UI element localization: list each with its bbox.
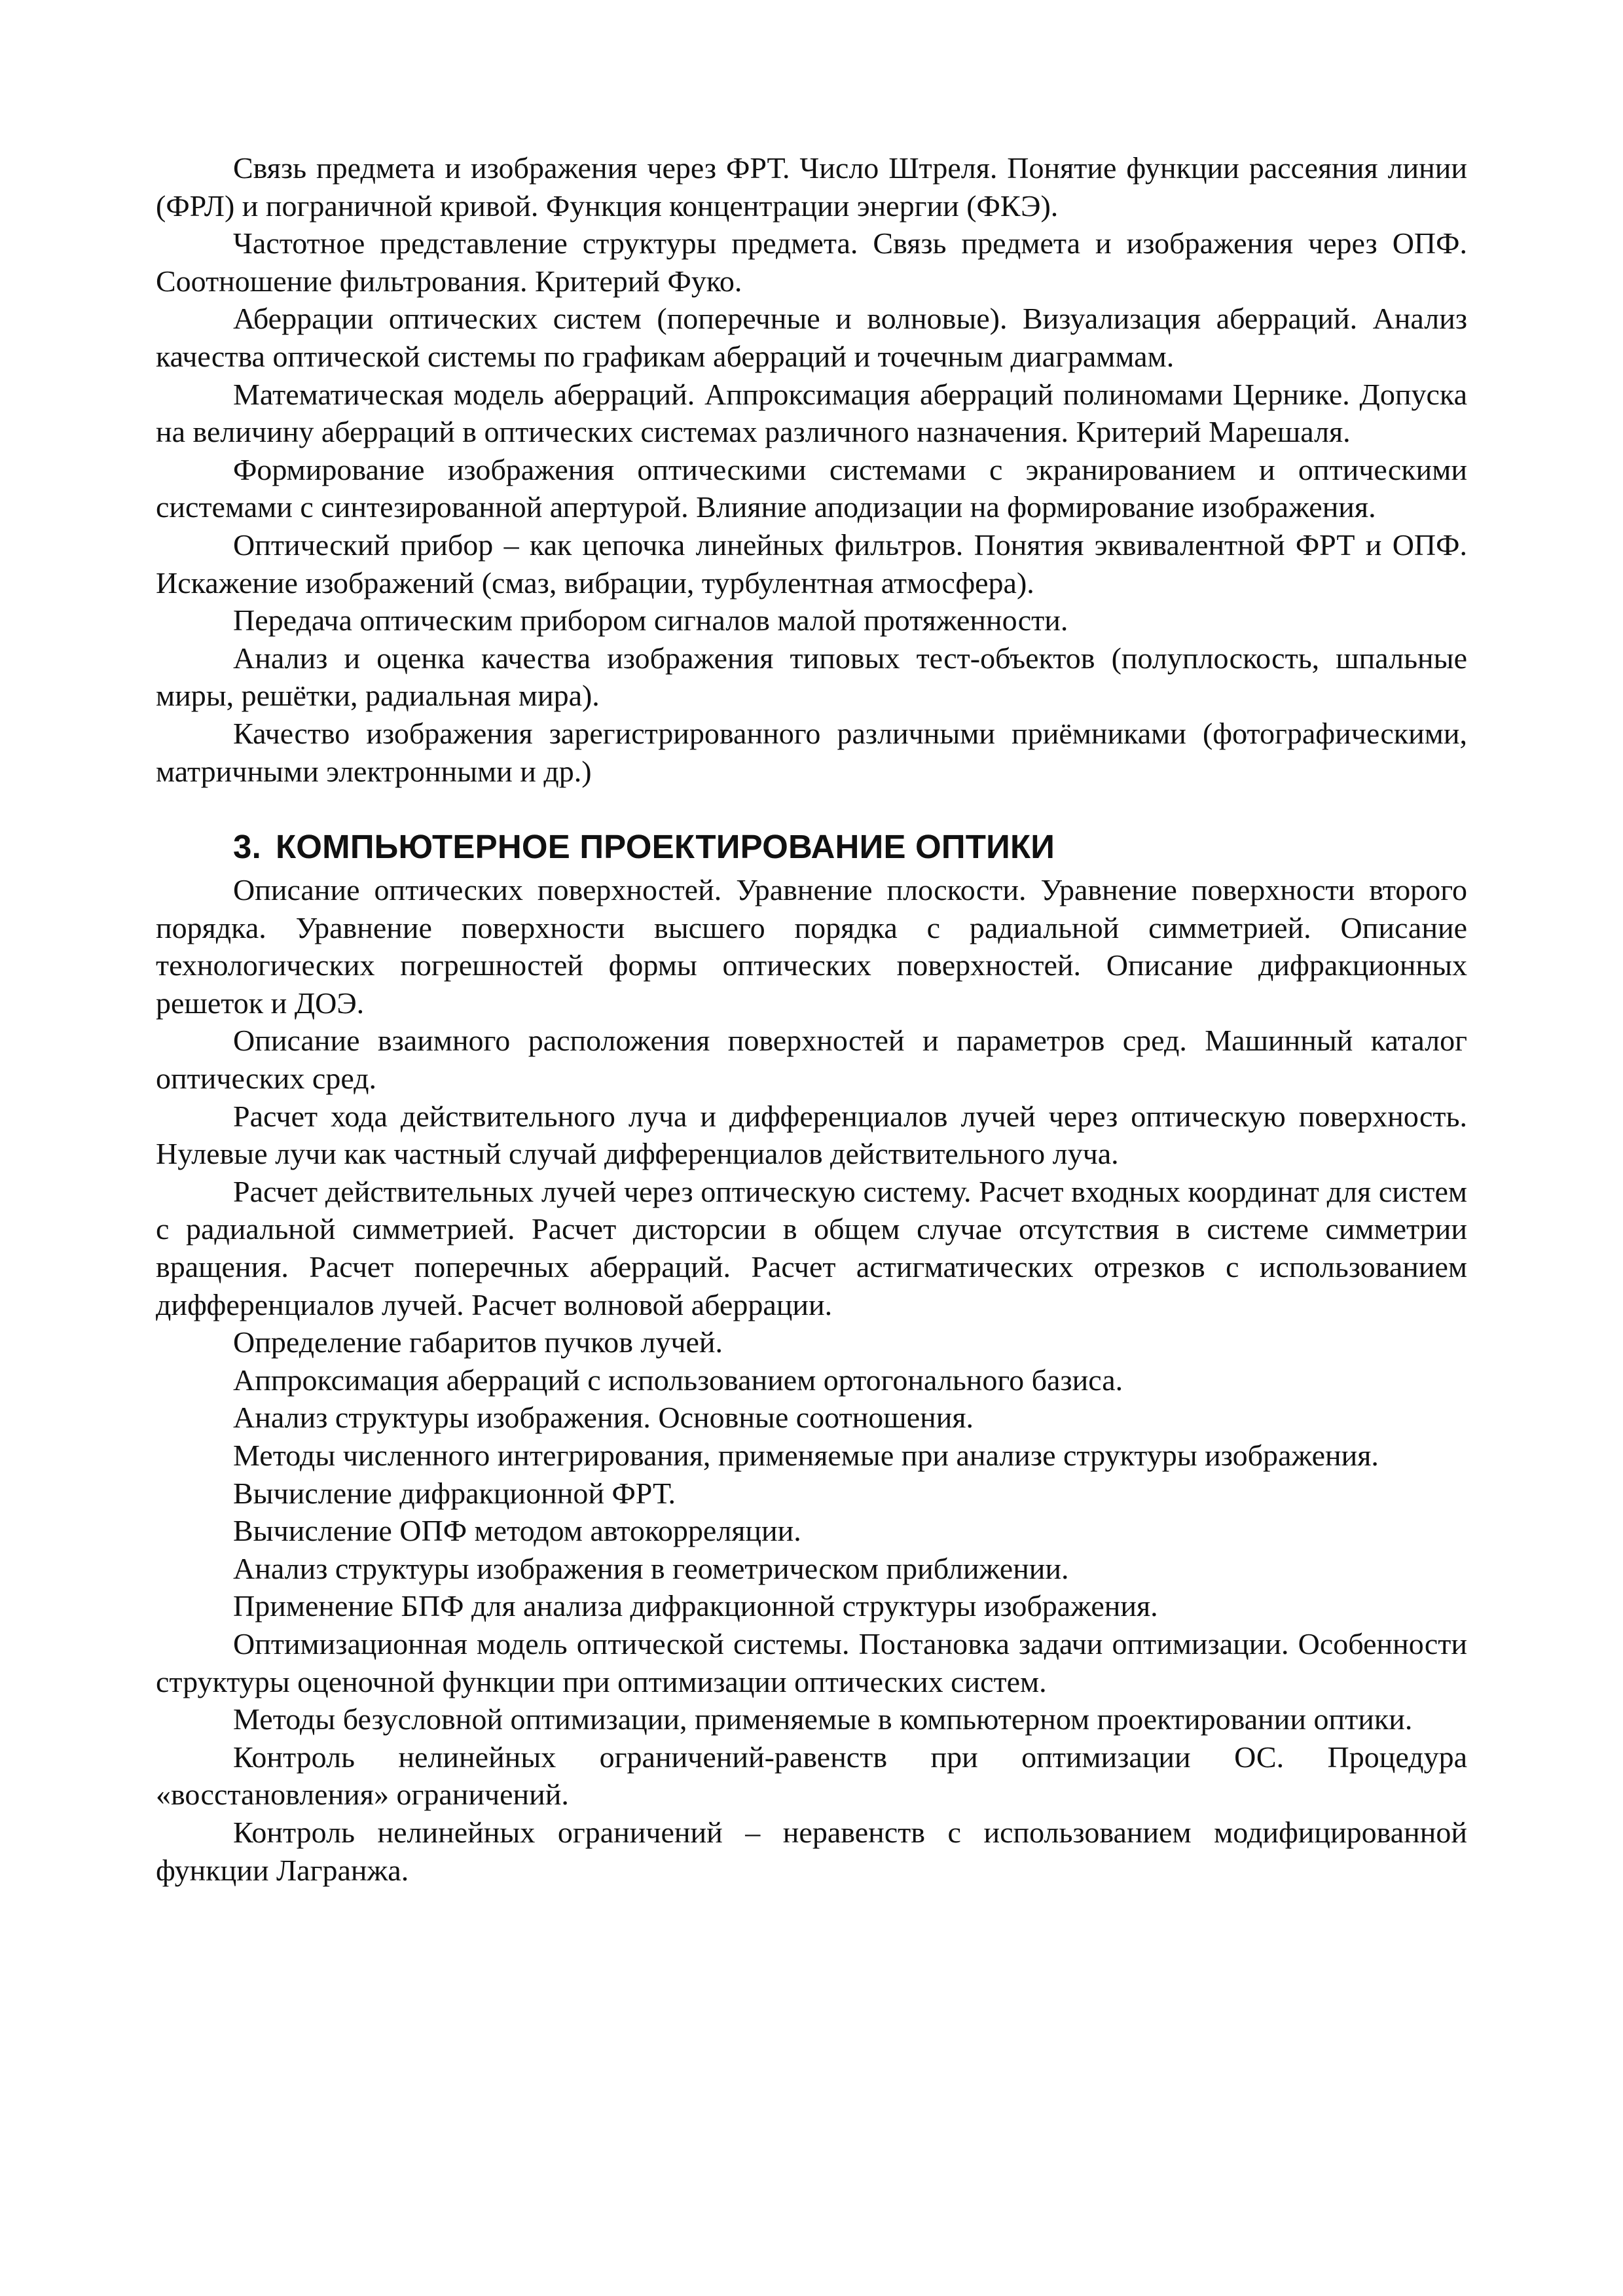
paragraph: Анализ и оценка качества изображения типовых тест-объектов (полуплоскость, шпальные миры, решётки, радиальная мира). xyxy=(156,641,1467,713)
paragraph: Контроль нелинейных ограничений – неравенств с использованием модифицированной функции Лагранжа. xyxy=(156,1815,1467,1887)
paragraph: Аппроксимация аберраций с использованием ортогонального базиса. xyxy=(233,1363,1123,1397)
paragraph: Расчет действительных лучей через оптическую систему. Расчет входных координат для систем с радиальной симметрией. Расчет дисторсии в общем случае отсутствия в системе симметрии вращения. Расчет поперечных аберраций. Расчет астигматических отрезков с использованием дифференциалов лучей. Расчет волновой аберрации. xyxy=(156,1174,1467,1321)
paragraph: Описание взаимного расположения поверхностей и параметров сред. Машинный каталог оптических сред. xyxy=(156,1024,1467,1096)
section-title: КОМПЬЮТЕРНОЕ ПРОЕКТИРОВАНИЕ ОПТИКИ xyxy=(275,828,1055,866)
paragraph: Вычисление ОПФ методом автокорреляции. xyxy=(233,1514,801,1548)
paragraph: Формирование изображения оптическими системами с экранированием и оптическими системами с синтезированной апертурой. Влияние аподизации на формирование изображения. xyxy=(156,452,1467,524)
paragraph: Оптимизационная модель оптической системы. Постановка задачи оптимизации. Особенности структуры оценочной функции при оптимизации оптических систем. xyxy=(156,1626,1467,1698)
paragraph: Методы численного интегрирования, применяемые при анализе структуры изображения. xyxy=(233,1439,1379,1472)
section-heading xyxy=(156,826,1467,868)
paragraph: Анализ структуры изображения. Основные соотношения. xyxy=(233,1401,974,1435)
paragraph: Вычисление дифракционной ФРТ. xyxy=(233,1476,676,1510)
paragraph: Определение габаритов пучков лучей. xyxy=(233,1325,723,1359)
paragraph: Применение БПФ для анализа дифракционной структуры изображения. xyxy=(233,1589,1158,1623)
paragraph: Анализ структуры изображения в геометрическом приближении. xyxy=(233,1551,1069,1585)
paragraph: Частотное представление структуры предмета. Связь предмета и изображения через ОПФ. Соотношение фильтрования. Критерий Фуко. xyxy=(156,226,1467,298)
paragraph: Математическая модель аберраций. Аппроксимация аберраций полиномами Цернике. Допуска на величину аберраций в оптических системах различного назначения. Критерий Марешаля. xyxy=(156,377,1467,449)
paragraph: Описание оптических поверхностей. Уравнение плоскости. Уравнение поверхности второго порядка. Уравнение поверхности высшего порядка с радиальной симметрией. Описание технологических погрешностей формы оптических поверхностей. Описание дифракционных решеток и ДОЭ. xyxy=(156,873,1467,1020)
paragraph: Расчет хода действительного луча и дифференциалов лучей через оптическую поверхность. Нулевые лучи как частный случай дифференциалов действительного луча. xyxy=(156,1099,1467,1171)
document-page xyxy=(156,149,1467,1889)
paragraph: Передача оптическим прибором сигналов малой протяженности. xyxy=(233,603,1068,637)
paragraph: Качество изображения зарегистрированного различными приёмниками (фотографическими, матричными электронными и др.) xyxy=(156,716,1467,788)
paragraph: Аберрации оптических систем (поперечные и волновые). Визуализация аберраций. Анализ качества оптической системы по графикам аберраций и точечным диаграммам. xyxy=(156,302,1467,373)
paragraph: Методы безусловной оптимизации, применяемые в компьютерном проектировании оптики. xyxy=(233,1702,1413,1736)
paragraph: Связь предмета и изображения через ФРТ. Число Штреля. Понятие функции рассеяния линии (ФРЛ) и пограничной кривой. Функция концентрации энергии (ФКЭ). xyxy=(156,151,1467,223)
paragraph: Оптический прибор – как цепочка линейных фильтров. Понятия эквивалентной ФРТ и ОПФ. Искажение изображений (смаз, вибрации, турбулентная атмосфера). xyxy=(156,528,1467,600)
paragraph: Контроль нелинейных ограничений-равенств при оптимизации ОС. Процедура «восстановления» ограничений. xyxy=(156,1740,1467,1812)
section-number: 3. xyxy=(233,828,261,866)
